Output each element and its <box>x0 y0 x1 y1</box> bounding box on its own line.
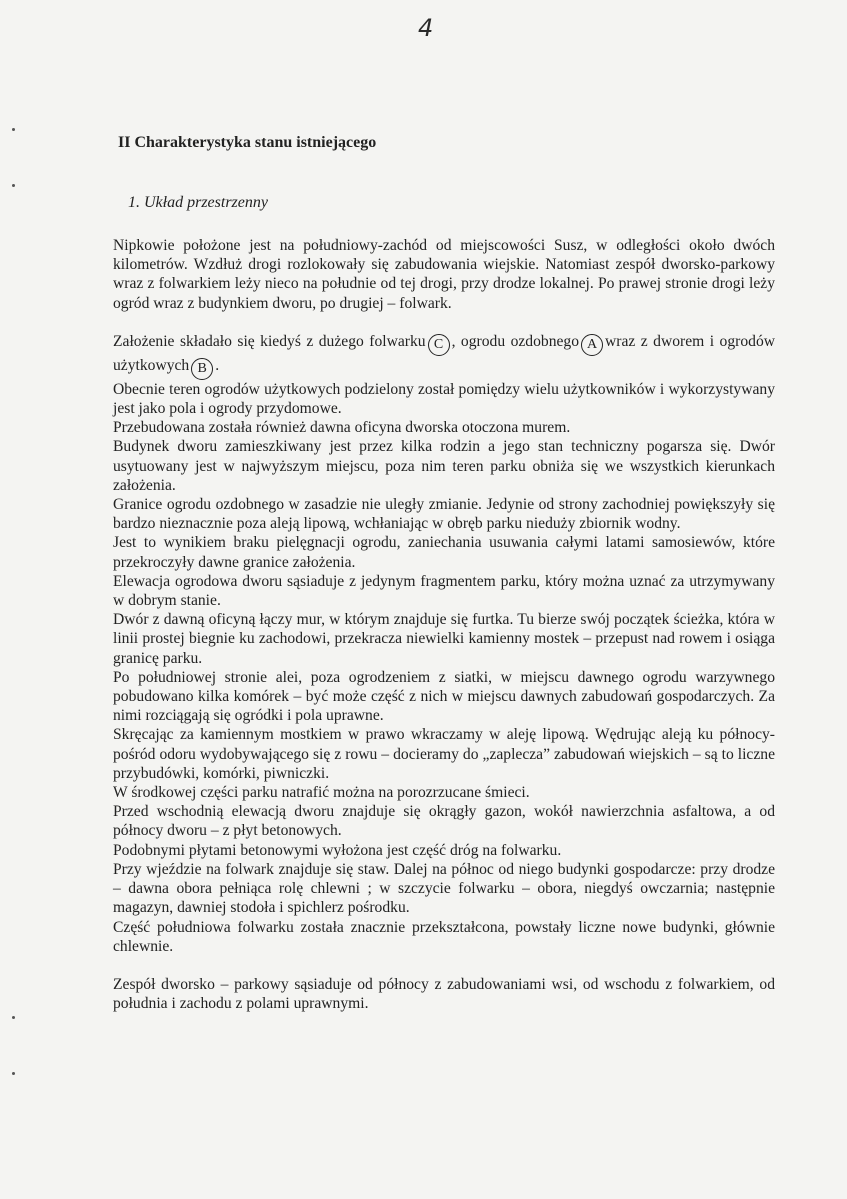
paragraph: Dwór z dawną oficyną łączy mur, w którym znajduje się furtka. Tu bierze swój początek ścieżka, która w linii prostej biegnie ku zachodowi, przekracza niewielki kamienny mostek – przepust nad rowem i osiąga granicę parku. <box>113 611 775 667</box>
intro-paragraph: Nipkowie położone jest na południowy-zachód od miejscowości Susz, w odległości około dwóch kilometrów. Wzdłuż drogi rozlokowały się zabudowania wiejskie. Natomiast zespół dworsko-parkowy wraz z folwarkiem leży nieco na południe od tej drogi, przy drodze lokalnej. Po prawej stronie drogi leży ogród wraz z budynkiem dworu, po drugiej – folwark. <box>113 237 775 312</box>
circled-mark-b: B <box>191 358 213 380</box>
paragraph: Po południowej stronie alei, poza ogrodzeniem z siatki, w miejscu dawnego ogrodu warzywnego pobudowano kilka komórek – być może część z nich w miejscu dawnych zabudowań gospodarczych. Za nimi rozciągają się ogródki i pola uprawne. <box>113 668 775 725</box>
margin-mark <box>12 184 15 187</box>
closing-paragraph: Zespół dworsko – parkowy sąsiaduje od północy z zabudowaniami wsi, od wschodu z folwarkiem, od południa i zachodu z polami uprawnymi. <box>113 975 775 1013</box>
paragraph: W środkowej części parku natrafić można na porozrzucane śmieci. <box>113 784 530 802</box>
paragraph: Elewacja ogrodowa dworu sąsiaduje z jedynym fragmentem parku, który można uznać za utrzymywany w dobrym stanie. <box>113 572 775 610</box>
composition-text: Założenie składało się kiedyś z dużego folwarku <box>113 332 426 350</box>
margin-mark <box>12 1016 15 1019</box>
paragraph: Przy wjeździe na folwark znajduje się staw. Dalej na północ od niego budynki gospodarcze: przy drodze – dawna obora pełniąca rolę chlewni ; w szczycie folwarku – obora, niegdyś owczarnia; następnie magazyn, dawniej stodoła i spichlerz pośrodku. <box>113 860 775 917</box>
paragraph: Część południowa folwarku została znacznie przekształcona, powstały liczne nowe budynki, głównie chlewnie. <box>113 918 775 955</box>
section-heading: II Charakterystyka stanu istniejącego <box>118 134 377 151</box>
document-body <box>113 236 775 1013</box>
composition-paragraph <box>113 332 775 380</box>
paragraph: Granice ogrodu ozdobnego w zasadzie nie uległy zmianie. Jedynie od strony zachodniej powiększyły się bardzo nieznacznie poza aleją lipową, wchłaniając w obręb parku nieduży zbiornik wodny. <box>113 496 775 533</box>
paragraph: Przebudowana została również dawna oficyna dworska otoczona murem. <box>113 419 571 437</box>
paragraph: Skręcając za kamiennym mostkiem w prawo wkraczamy w aleję lipową. Wędrując aleją ku północy- pośród odoru wydobywającego się z rowu – docieramy do „zaplecza” zabudowań wiejskich – są to liczne przybudówki, komórki, piwniczki. <box>113 726 775 782</box>
margin-mark <box>12 1072 15 1075</box>
paragraph: Jest to wynikiem braku pielęgnacji ogrodu, zaniechania usuwania całymi latami samosiewów, które przekroczyły dawne granice założenia. <box>113 534 775 571</box>
composition-text: , ogrodu ozdobnego <box>451 332 580 350</box>
subsection-heading: 1. Układ przestrzenny <box>128 194 268 211</box>
composition-text: . <box>215 356 220 374</box>
margin-mark <box>12 128 15 131</box>
circled-mark-c: C <box>428 334 450 356</box>
page-number: 4 <box>418 14 434 42</box>
paragraph: Obecnie teren ogrodów użytkowych podzielony został pomiędzy wielu użytkowników i wykorzystywany jest jako pola i ogrody przydomowe. <box>113 380 775 418</box>
paragraph: Budynek dworu zamieszkiwany jest przez kilka rodzin a jego stan techniczny pogarsza się. Dwór usytuowany jest w najwyższym miejscu, poza nim teren parku obniża się we wszystkich kierunkach założenia. <box>113 438 775 494</box>
circled-mark-a: A <box>581 334 603 356</box>
paragraph: Przed wschodnią elewacją dworu znajduje się okrągły gazon, wokół nawierzchnia asfaltowa, a od północy dworu – z płyt betonowych. <box>113 803 775 840</box>
paragraph: Podobnymi płytami betonowymi wyłożona jest część dróg na folwarku. <box>113 841 562 859</box>
composition-text: wraz z dworem i ogrodów użytkowych <box>113 332 775 374</box>
